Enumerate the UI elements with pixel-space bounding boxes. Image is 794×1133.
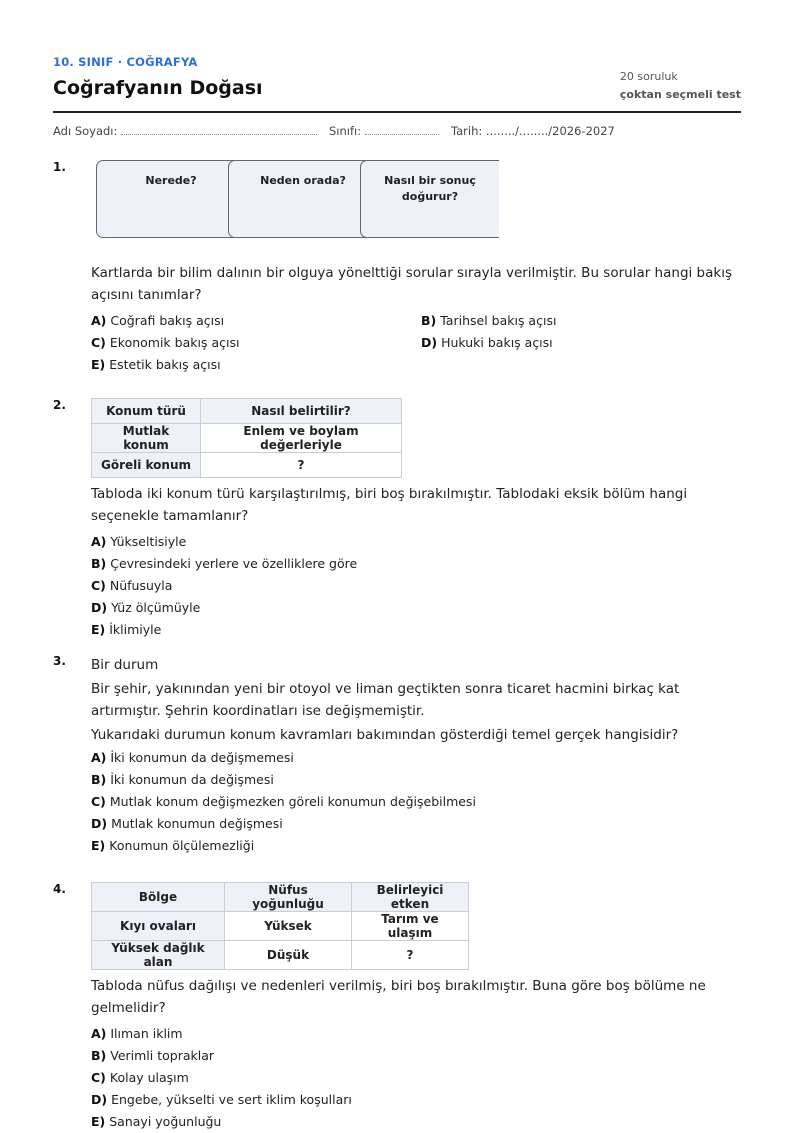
test-type: çoktan seçmeli test — [619, 88, 741, 101]
question-stem: Tabloda nüfus dağılışı ve nedenleri verilmiş, biri boş bırakılmıştır. Buna göre boş bölüme ne gelmelidir? — [91, 978, 706, 1016]
answer-options — [91, 1023, 741, 1133]
scenario-text: Bir şehir, yakınından yeni bir otoyol ve liman geçtikten sonra ticaret hacmini birkaç kat artırmıştır. Şehrin koordinatları ise değişmemiştir. — [91, 681, 680, 719]
population-table — [91, 882, 469, 970]
option-a[interactable]: A) Yükseltisiyle — [91, 534, 187, 549]
table-header-row: Bölge Nüfus yoğunluğu Belirleyici etken — [92, 883, 469, 912]
option-a[interactable]: A) Coğrafi bakış açısı — [91, 313, 225, 328]
option-c[interactable]: C) Ekonomik bakış açısı — [91, 335, 240, 350]
card-where: Nerede? — [96, 160, 246, 238]
date-label: Tarih: ......../......../2026-2027 — [451, 124, 615, 138]
option-c[interactable]: C) Nüfusuyla — [91, 578, 173, 593]
answer-options — [91, 531, 741, 641]
table-row: Göreli konum ? — [92, 453, 402, 478]
card-why-there: Neden orada? — [228, 160, 378, 238]
answer-options — [91, 310, 741, 376]
option-e[interactable]: E) İklimiyle — [91, 622, 162, 637]
option-b[interactable]: B) Verimli topraklar — [91, 1048, 215, 1063]
option-d[interactable]: D) Hukuki bakış açısı — [421, 335, 553, 350]
name-field[interactable] — [53, 124, 317, 138]
question-number: 3. — [53, 654, 66, 668]
page-title: Coğrafyanın Doğası — [53, 77, 263, 99]
class-blank[interactable] — [365, 124, 439, 135]
option-e[interactable]: E) Konumun ölçülemezliği — [91, 838, 255, 853]
question-stem: Tabloda iki konum türü karşılaştırılmış, biri boş bırakılmıştır. Tablodaki eksik bölüm hangi seçenekle tamamlanır? — [91, 486, 688, 524]
question-cards — [96, 160, 741, 240]
card-consequence: Nasıl bir sonuç doğurur? — [360, 160, 499, 238]
option-e[interactable]: E) Estetik bakış açısı — [91, 357, 221, 372]
table-header-row: Konum türü Nasıl belirtilir? — [92, 399, 402, 424]
option-d[interactable]: D) Yüz ölçümüyle — [91, 600, 201, 615]
option-e[interactable]: E) Sanayi yoğunluğu — [91, 1114, 222, 1129]
name-label: Adı Soyadı: — [53, 124, 118, 138]
option-a[interactable]: A) Ilıman iklim — [91, 1026, 183, 1041]
name-blank[interactable] — [121, 124, 317, 135]
question-number: 2. — [53, 398, 66, 412]
option-c[interactable]: C) Kolay ulaşım — [91, 1070, 189, 1085]
question-count: 20 soruluk — [619, 70, 678, 83]
scenario-lead: Bir durum — [91, 657, 159, 673]
table-row: Mutlak konum Enlem ve boylam değerleriyle — [92, 424, 402, 453]
course-kicker: 10. SINIF · COĞRAFYA — [53, 55, 198, 69]
question-number: 1. — [53, 160, 66, 174]
option-d[interactable]: D) Mutlak konumun değişmesi — [91, 816, 283, 831]
question-stem: Yukarıdaki durumun konum kavramları bakımından gösterdiği temel gerçek hangisidir? — [91, 727, 679, 743]
option-b[interactable]: B) Tarihsel bakış açısı — [421, 313, 557, 328]
class-field[interactable] — [329, 124, 439, 138]
date-field[interactable] — [451, 124, 615, 138]
question-stem: Kartlarda bir bilim dalının bir olguya yöneltti̇ği sorular sırayla verilmiştir. Bu sorular hangi bakış açısını tanımlar? — [91, 265, 732, 303]
option-c[interactable]: C) Mutlak konum değişmezken göreli konumun değişebilmesi — [91, 794, 476, 809]
table-row: Kıyı ovaları Yüksek Tarım ve ulaşım — [92, 912, 469, 941]
option-a[interactable]: A) İki konumun da değişmemesi — [91, 750, 294, 765]
option-b[interactable]: B) Çevresindeki yerlere ve özelliklere göre — [91, 556, 358, 571]
option-d[interactable]: D) Engebe, yükselti ve sert iklim koşulları — [91, 1092, 352, 1107]
question-number: 4. — [53, 882, 66, 896]
table-row: Yüksek dağlık alan Düşük ? — [92, 941, 469, 970]
option-b[interactable]: B) İki konumun da değişmesi — [91, 772, 274, 787]
location-types-table — [91, 398, 402, 478]
header-divider — [53, 111, 741, 113]
test-meta — [620, 70, 741, 101]
class-label: Sınıfı: — [329, 124, 362, 138]
answer-options — [91, 747, 741, 857]
